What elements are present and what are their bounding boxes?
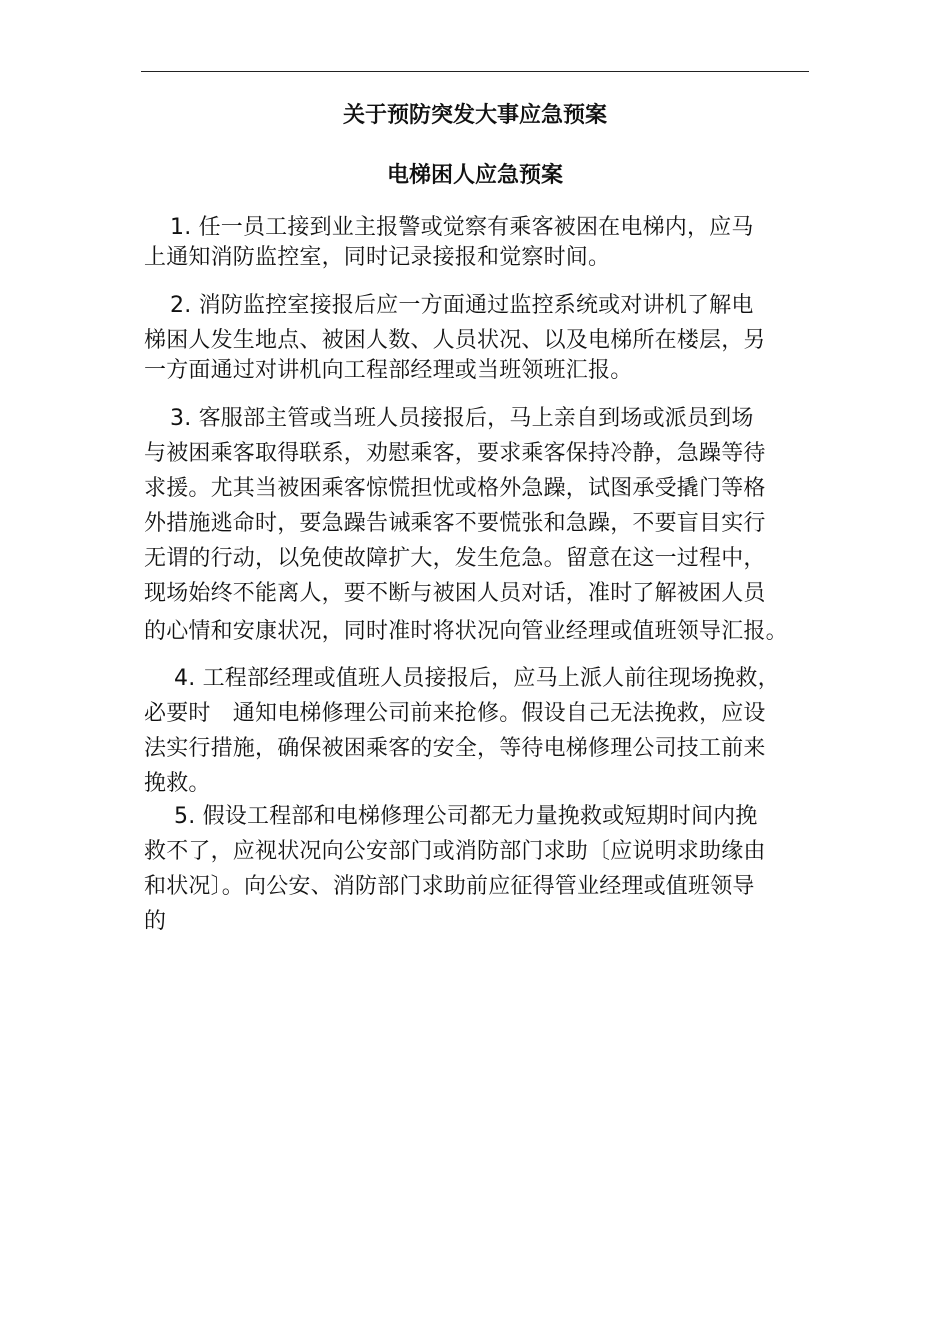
- paragraph-line: 与被困乘客取得联系，劝慰乘客，要求乘客保持冷静，急躁等待: [144, 441, 766, 466]
- paragraph-line: 和状况〕。向公安、消防部门求助前应征得管业经理或值班领导: [144, 874, 755, 899]
- paragraph-line: 5. 假设工程部和电梯修理公司都无力量挽救或短期时间内挽: [174, 804, 758, 829]
- paragraph-line: 无谓的行动，以免使故障扩大，发生危急。留意在这一过程中，: [144, 546, 766, 571]
- paragraph-line: 上通知消防监控室，同时记录接报和觉察时间。: [144, 245, 611, 270]
- paragraph-line: 法实行措施，确保被困乘客的安全，等待电梯修理公司技工前来: [144, 736, 766, 761]
- paragraph-5: [144, 802, 818, 937]
- paragraph-line: 救不了，应视状况向公安部门或消防部门求助〔应说明求助缘由: [144, 839, 766, 864]
- paragraph-line: 必要时 通知电梯修理公司前来抢修。假设自己无法挽救，应设: [144, 701, 766, 726]
- paragraph-2: [144, 291, 818, 386]
- header-divider: [141, 71, 809, 72]
- paragraph-4: [144, 664, 818, 799]
- paragraph-line: 一方面通过对讲机向工程部经理或当班领班汇报。: [144, 358, 633, 383]
- paragraph-line: 3. 客服部主管或当班人员接报后，马上亲自到场或派员到场: [170, 406, 754, 431]
- section-title: 电梯困人应急预案: [386, 163, 563, 188]
- paragraph-line: 现场始终不能离人，要不断与被困人员对话，准时了解被困人员: [144, 581, 766, 606]
- document-title: 关于预防突发大事应急预案: [342, 103, 607, 128]
- paragraph-line: 挽救。: [144, 771, 211, 796]
- paragraph-line: 外措施逃命时，要急躁告诫乘客不要慌张和急躁，不要盲目实行: [144, 511, 766, 536]
- paragraph-line: 求援。尤其当被困乘客惊慌担忧或格外急躁，试图承受撬门等格: [144, 476, 766, 501]
- paragraph-line: 2. 消防监控室接报后应一方面通过监控系统或对讲机了解电: [170, 293, 754, 318]
- paragraph-1: [144, 213, 818, 273]
- paragraph-3: [144, 404, 818, 647]
- paragraph-line: 梯困人发生地点、被困人数、人员状况、以及电梯所在楼层，另: [144, 328, 766, 353]
- paragraph-line: 1. 任一员工接到业主报警或觉察有乘客被困在电梯内，应马: [170, 215, 754, 240]
- paragraph-line: 4. 工程部经理或值班人员接报后，应马上派人前往现场挽救，: [174, 666, 780, 691]
- paragraph-line: 的: [144, 909, 167, 934]
- paragraph-line: 的心情和安康状况，同时准时将状况向管业经理或值班领导汇报。: [144, 619, 788, 644]
